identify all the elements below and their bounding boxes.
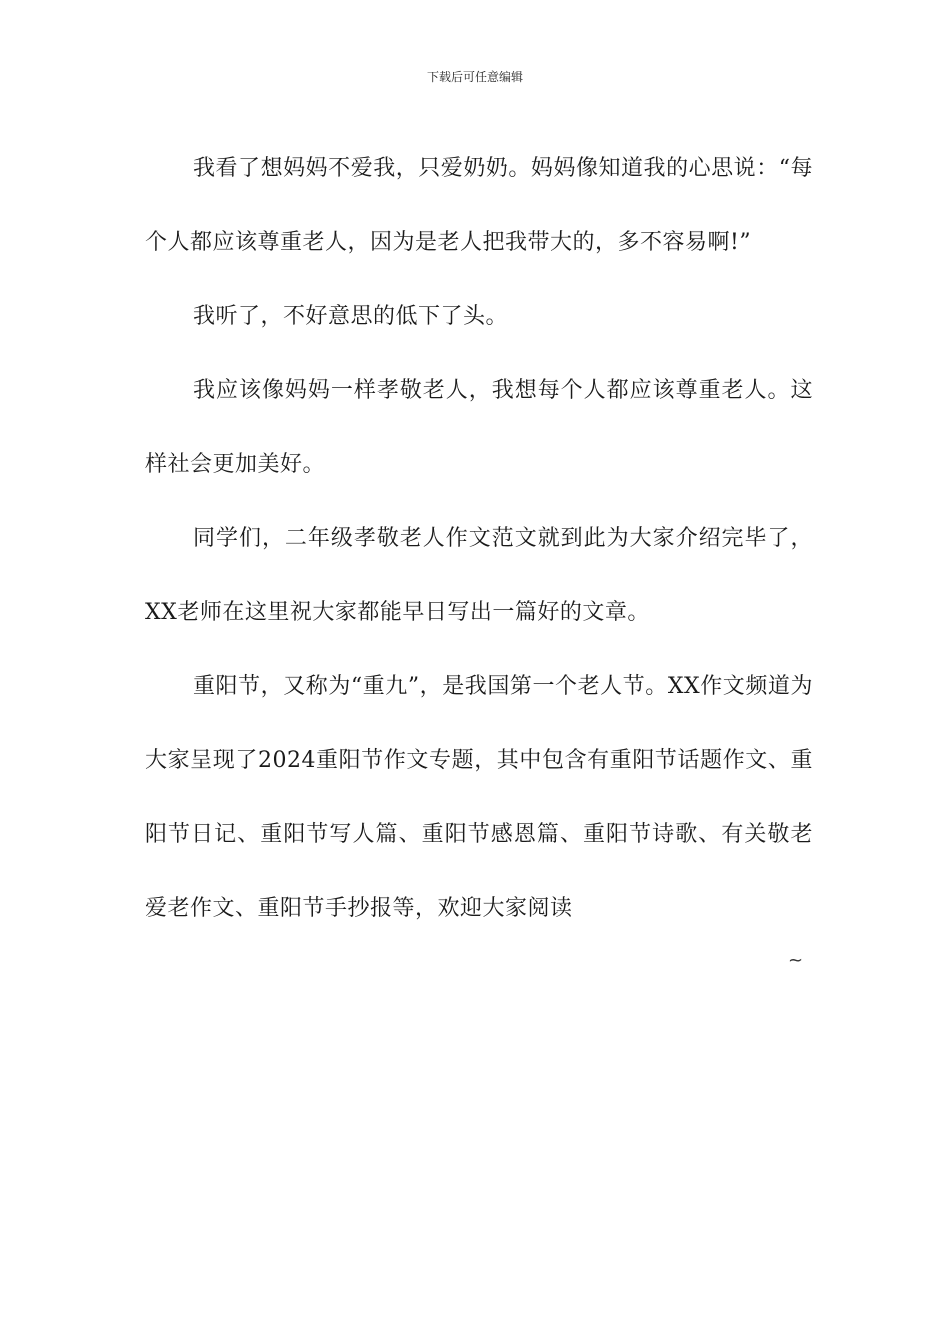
paragraph-5: 重阳节，又称为“重九”，是我国第一个老人节。XX作文频道为大家呈现了2024重阳节作文专题，其中包含有重阳节话题作文、重阳节日记、重阳节写人篇、重阳节感恩篇、重阳节诗歌、有关敬老爱老作文、重阳节手抄报等，欢迎大家阅读 — [145, 674, 813, 921]
paragraph-4: 同学们，二年级孝敬老人作文范文就到此为大家介绍完毕了，XX老师在这里祝大家都能早日写出一篇好的文章。 — [145, 526, 813, 625]
paragraph-3: 我应该像妈妈一样孝敬老人，我想每个人都应该尊重老人。这样社会更加美好。 — [145, 378, 813, 477]
header-note: 下载后可任意编辑 — [426, 70, 523, 84]
paragraph-1: 我看了想妈妈不爱我，只爱奶奶。妈妈像知道我的心思说：“每个人都应该尊重老人，因为是老人把我带大的，多不容易啊!” — [145, 156, 813, 255]
paragraph-2: 我听了，不好意思的低下了头。 — [193, 304, 509, 329]
tilde-mark: ~ — [788, 950, 804, 971]
document-body — [145, 132, 813, 946]
